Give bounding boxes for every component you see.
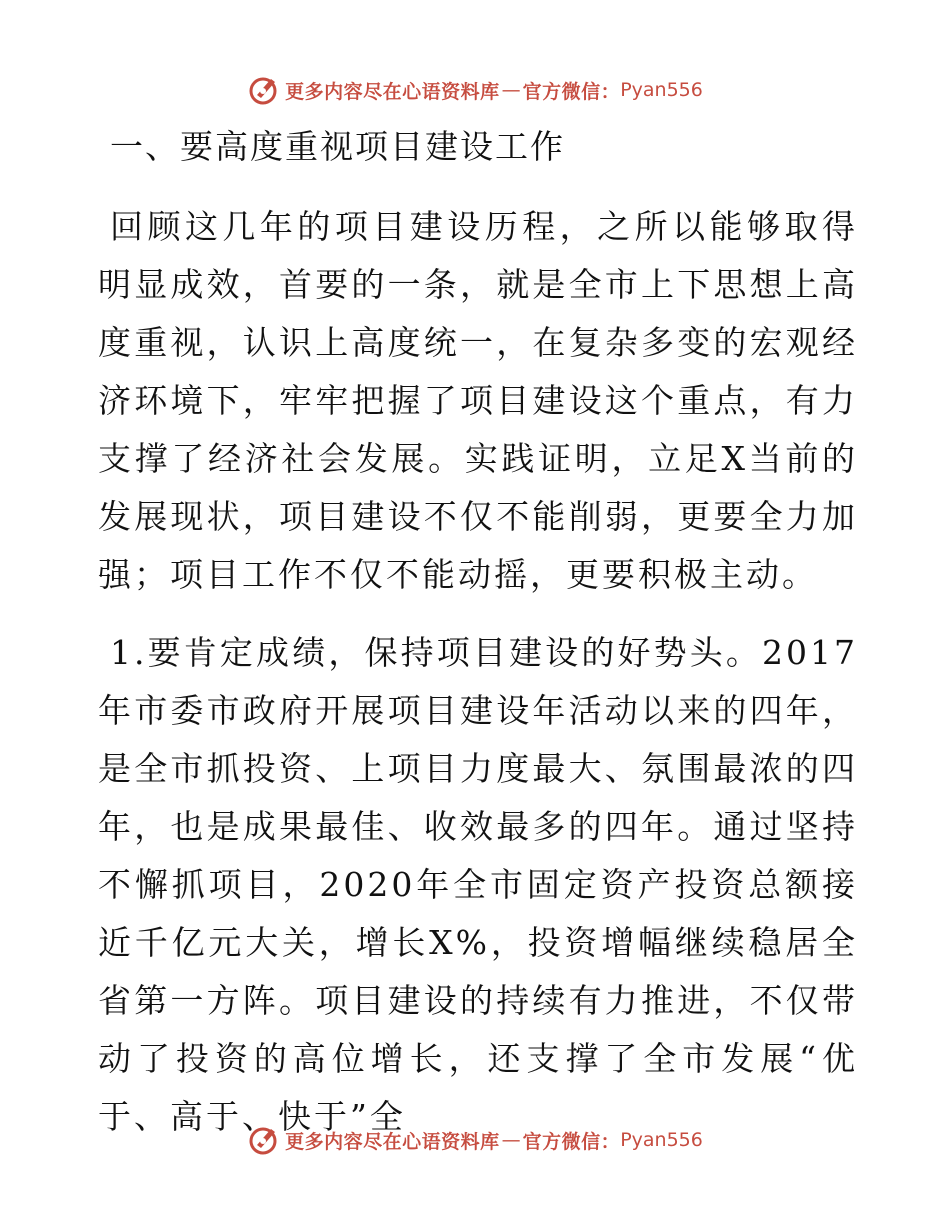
watermark-brand-text: 更多内容尽在心语资料库: [285, 80, 500, 103]
watermark-separator: —: [501, 1129, 521, 1151]
watermark-account: Pyan556: [620, 79, 703, 101]
body-paragraph-1: 回顾这几年的项目建设历程，之所以能够取得明显成效，首要的一条，就是全市上下思想上高度重视，认识上高度统一，在复杂多变的宏观经济环境下，牢牢把握了项目建设这个重点，有力支撑了经济社会发展。实践证明，立足X当前的发展现状，项目建设不仅不能削弱，更要全力加强；项目工作不仅不能动摇，更要积极主动。: [98, 207, 858, 594]
watermark-banner-top: [0, 70, 950, 110]
watermark-brand-text: 更多内容尽在心语资料库: [285, 1130, 500, 1153]
body-paragraph-2: 1.要肯定成绩，保持项目建设的好势头。2017年市委市政府开展项目建设年活动以来的四年，是全市抓投资、上项目力度最大、氛围最浓的四年，也是成果最佳、收效最多的四年。通过坚持不懈抓项目，2020年全市固定资产投资总额接近千亿元大关，增长X%，投资增幅继续稳居全省第一方阵。项目建设的持续有力推进，不仅带动了投资的高位增长，还支撑了全市发展“优于、高于、快于”全: [98, 633, 858, 1136]
brand-logo-icon: [247, 1123, 281, 1157]
watermark-banner-bottom: [0, 1120, 950, 1160]
watermark-label: 官方微信：: [522, 80, 621, 103]
watermark-account: Pyan556: [620, 1129, 703, 1151]
document-body: [98, 118, 858, 1166]
watermark-separator: —: [501, 79, 521, 101]
section-heading: 一、要高度重视项目建设工作: [110, 127, 565, 166]
brand-logo-icon: [247, 73, 281, 107]
watermark-label: 官方微信：: [522, 1130, 621, 1153]
